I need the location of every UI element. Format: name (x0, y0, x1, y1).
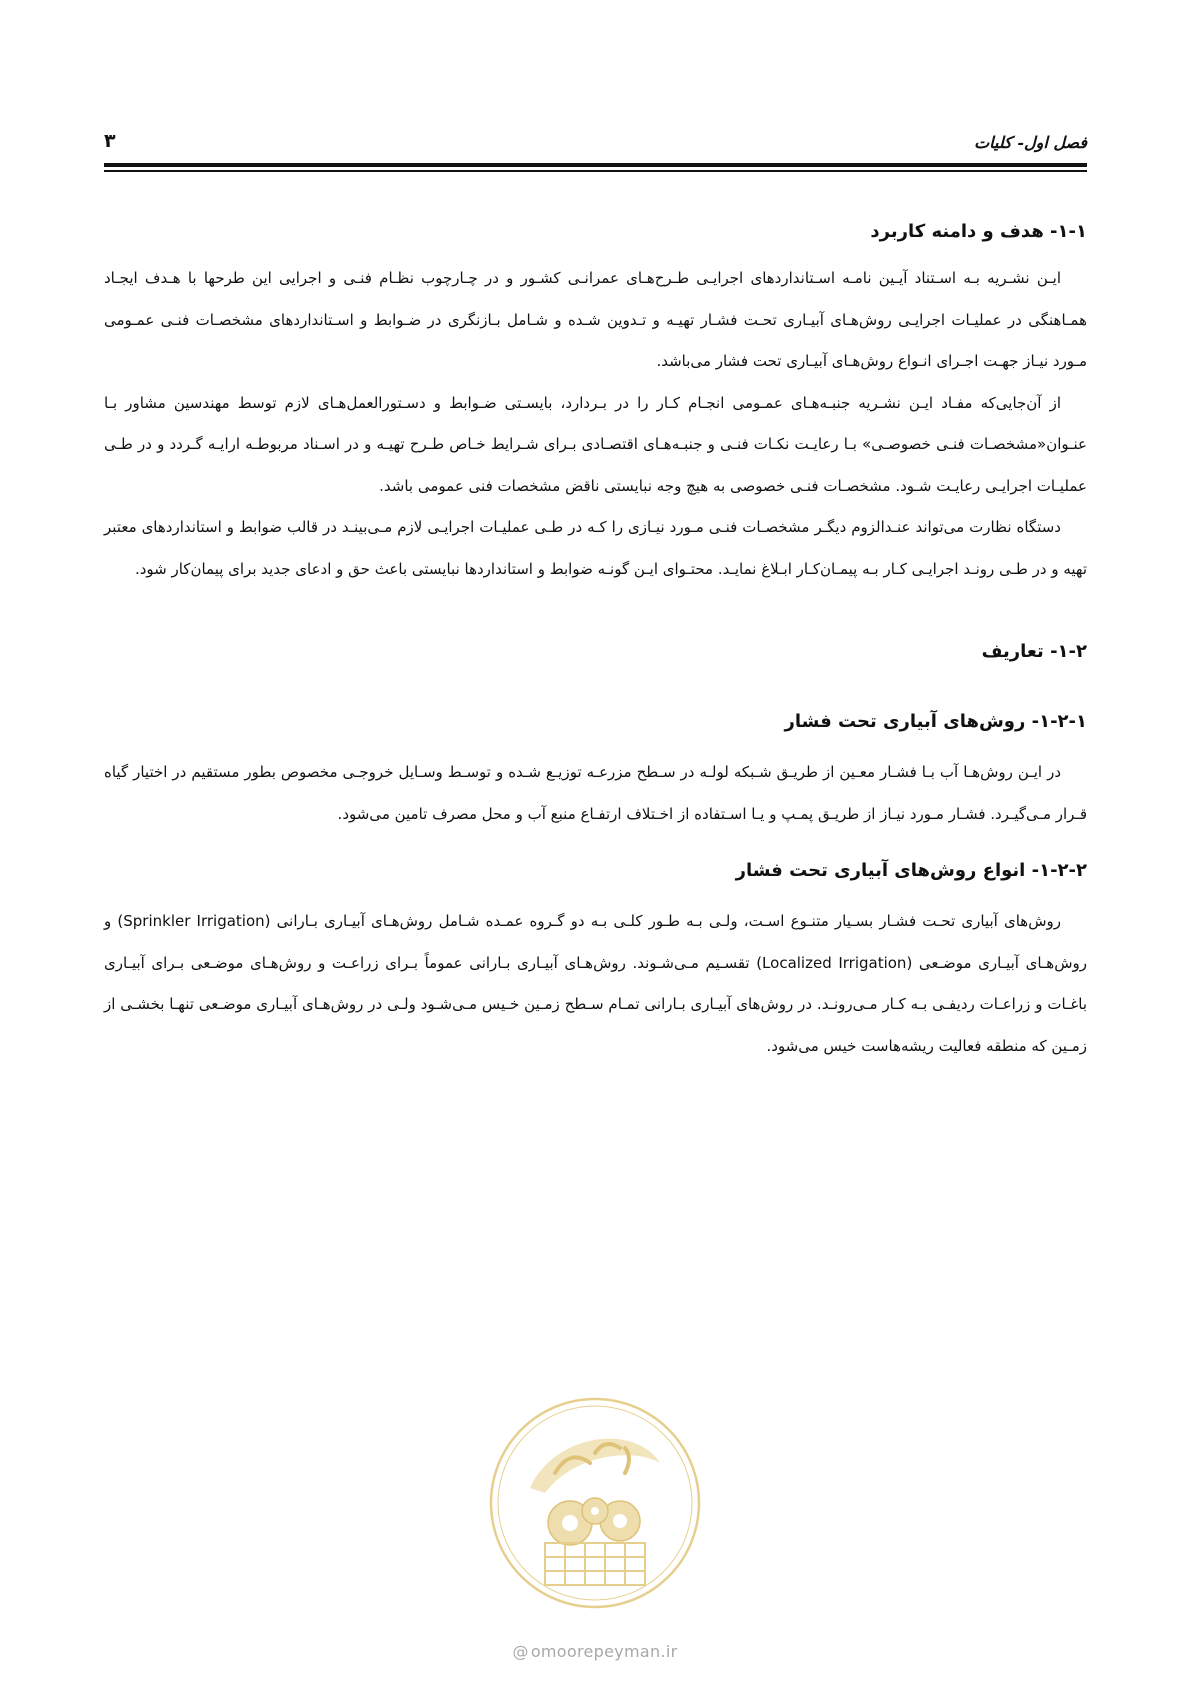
section-heading-1-2-1: ۱-۲-۱- روش‌های آبیاری تحت فشار (784, 711, 1087, 732)
chapter-title: فصل اول- کلیات (974, 133, 1087, 152)
header-rule-thin (104, 170, 1087, 172)
section-heading-1-2-2: ۱-۲-۲- انواع روش‌های آبیاری تحت فشار (735, 860, 1087, 881)
header-rule-thick (104, 163, 1087, 167)
paragraph: روش‌های آبیاری تحـت فشـار بسـیار متنـوع اسـت، ولـی بـه طـور کلـی بـه دو گـروه عمـده شـامل روش‌هـای آبیـاری بـارانی (Sprinkler Irrigation) و روش‌هـای آبیـاری موضـعی (Localized Irrigation) تقسـیم مـی‌شـوند. روش‌هـای آبیـاری بـارانی عموماً بـرای زراعـت و روش‌هـای موضـعی بـرای آبیـاری باغـات و زراعـات ردیفـی بـه کـار مـی‌رونـد. در روش‌های آبیـاری بـارانی تمـام سـطح زمـین خـیس مـی‌شـود ولـی در روش‌هـای آبیـاری موضـعی تنهـا بخشـی از زمـین که منطقه فعالیت ریشه‌هاست خیس می‌شود. (104, 912, 1087, 1055)
paragraph: در ایـن روش‌هـا آب بـا فشـار معـین از طریـق شـبکه لولـه در سـطح مزرعـه توزیـع شـده و توسـط وسـایل خروجـی مخصوص بطور مستقیم در اختیار گیاه قـرار مـی‌گیـرد. فشـار مـورد نیـاز از طریـق پمـپ و یـا اسـتفاده از اخـتلاف ارتفـاع منبع آب و محل مصرف تامین می‌شود. (104, 763, 1087, 823)
section-heading-1-1: ۱-۱- هدف و دامنه کاربرد (870, 221, 1087, 242)
section-heading-1-2: ۱-۲- تعاریف (981, 641, 1087, 662)
page-content (104, 218, 1087, 1067)
at-icon: @ (512, 1642, 529, 1661)
page-number: ۳ (104, 130, 116, 152)
watermark-url (470, 1642, 720, 1661)
paragraph: ایـن نشـریه بـه اسـتناد آیـین نامـه اسـتانداردهای اجرایـی طـرح‌هـای عمرانـی کشـور و در چـارچوب نظـام فنـی و اجرایی این طرحها با هـدف ایجـاد همـاهنگی در عملیـات اجرایـی روش‌هـای آبیـاری تحـت فشـار تهیـه و تـدوین شـده و شـامل بـازنگری در ضـوابط و اسـتانداردهای مشخصـات فنـی عمـومی مـورد نیـاز جهـت اجـرای انـواع روش‌هـای آبیـاری تحت فشار می‌باشد. (104, 269, 1087, 370)
watermark-url-text: omoorepeyman.ir (530, 1642, 678, 1661)
running-header (104, 130, 1087, 166)
paragraph: از آن‌جایی‌که مفـاد ایـن نشـریه جنبـه‌هـای عمـومی انجـام کـار را در بـردارد، بایسـتی ضـوابط و دسـتورالعمل‌هـای لازم توسط مهندسین مشاور بـا عنـوان«مشخصـات فنـی خصوصـی» بـا رعایـت نکـات فنـی و جنبـه‌هـای اقتصـادی بـرای شـرایط خـاص طـرح تهیـه و در اسـناد مربوطـه ارایـه گـردد و در طـی عملیـات اجرایـی رعایـت شـود. مشخصـات فنـی خصوصی به هیچ وجه نبایستی ناقض مشخصات فنی عمومی باشد. (104, 393, 1087, 495)
watermark-seal-logo (485, 1393, 705, 1613)
paragraph: دستگاه نظارت می‌تواند عنـدالزوم دیگـر مشخصـات فنـی مـورد نیـازی را کـه در طـی عملیـات اجرایـی لازم مـی‌بینـد در قالب ضوابط و استانداردهای معتبر تهیه و در طـی رونـد اجرایـی کـار بـه پیمـان‌کـار ابـلاغ نمایـد. محتـوای ایـن گونـه ضوابط و استانداردها نبایستی باعث حق و ادعای جدید برای پیمان‌کار شود. (104, 518, 1087, 578)
